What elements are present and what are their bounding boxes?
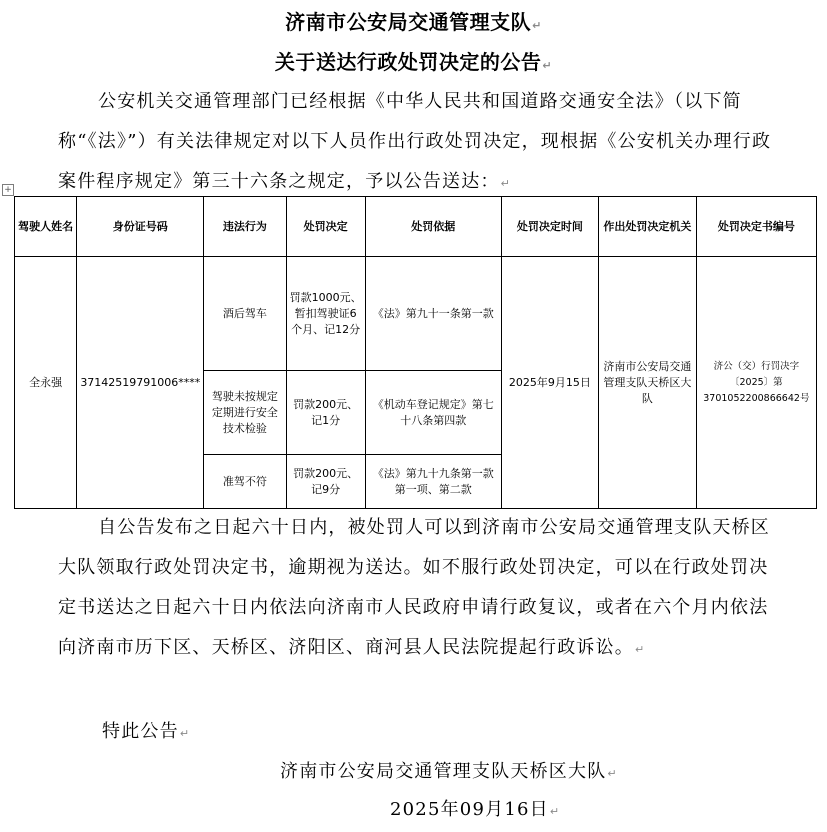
- cell-violation-1: 酒后驾车: [204, 257, 286, 371]
- cell-authority: 济南市公安局交通管理支队天桥区大队: [599, 257, 697, 509]
- signature-line: [280, 752, 800, 794]
- paragraph-mark-icon: ↵: [542, 59, 553, 72]
- table-header-row: [15, 197, 817, 257]
- title-line-2: [0, 46, 827, 75]
- table-move-handle-icon[interactable]: +: [2, 184, 14, 196]
- cell-violation-2: 驾驶未按规定定期进行安全技术检验: [204, 371, 286, 455]
- header-basis: 处罚依据: [365, 197, 501, 257]
- paragraph-mark-icon: ↵: [607, 767, 618, 780]
- header-id-number: 身份证号码: [77, 197, 204, 257]
- closing-line: [102, 712, 822, 754]
- title-line-2-text: 关于送达行政处罚决定的公告: [274, 50, 542, 74]
- paragraph-mark-icon: ↵: [179, 727, 191, 740]
- header-doc-number: 处罚决定书编号: [696, 197, 816, 257]
- cell-penalty-3: 罚款200元、记9分: [286, 455, 365, 509]
- cell-driver-name: 全永强: [15, 257, 77, 509]
- header-decision-date: 处罚决定时间: [501, 197, 598, 257]
- header-violation: 违法行为: [204, 197, 286, 257]
- signature-text: 济南市公安局交通管理支队天桥区大队: [280, 761, 607, 782]
- table-row: [15, 257, 817, 371]
- paragraph-mark-icon: ↵: [500, 177, 512, 190]
- header-penalty: 处罚决定: [286, 197, 365, 257]
- date-text: 2025年09月16日: [390, 799, 549, 820]
- header-authority: 作出处罚决定机关: [599, 197, 697, 257]
- intro-text: 公安机关交通管理部门已经根据《中华人民共和国道路交通安全法》（以下简称“《法》”）有关法律规定对以下人员作出行政处罚决定，现根据《公安机关办理行政案件程序规定》第三十六条之规定，予以公告送达：: [58, 91, 772, 192]
- title-line-1: [0, 6, 827, 35]
- cell-basis-2: 《机动车登记规定》第七十八条第四款: [365, 371, 501, 455]
- paragraph-mark-icon: ↵: [635, 643, 646, 656]
- cell-penalty-1: 罚款1000元、暂扣驾驶证6个月、记12分: [286, 257, 365, 371]
- date-line: [390, 790, 690, 832]
- cell-decision-date: 2025年9月15日: [501, 257, 598, 509]
- notice-paragraph: [58, 508, 778, 670]
- penalty-table: [14, 196, 817, 509]
- cell-id-number: 37142519791006****: [77, 257, 204, 509]
- cell-penalty-2: 罚款200元、记1分: [286, 371, 365, 455]
- closing-text: 特此公告: [102, 721, 179, 742]
- cell-basis-3: 《法》第九十九条第一款第一项、第二款: [365, 455, 501, 509]
- intro-paragraph: [58, 82, 778, 204]
- paragraph-mark-icon: ↵: [532, 19, 542, 32]
- cell-doc-number: 济公（交）行罚决字〔2025〕第3701052200866642号: [696, 257, 816, 509]
- header-driver-name: 驾驶人姓名: [15, 197, 77, 257]
- cell-basis-1: 《法》第九十一条第一款: [365, 257, 501, 371]
- cell-violation-3: 准驾不符: [204, 455, 286, 509]
- title-line-1-text: 济南市公安局交通管理支队: [285, 10, 532, 34]
- notice-text: 自公告发布之日起六十日内，被处罚人可以到济南市公安局交通管理支队天桥区大队领取行政处罚决定书，逾期视为送达。如不服行政处罚决定，可以在行政处罚决定书送达之日起六十日内依法向济南市人民政府申请行政复议，或者在六个月内依法向济南市历下区、天桥区、济阳区、商河县人民法院提起行政诉讼。: [58, 517, 770, 658]
- paragraph-mark-icon: ↵: [549, 805, 561, 818]
